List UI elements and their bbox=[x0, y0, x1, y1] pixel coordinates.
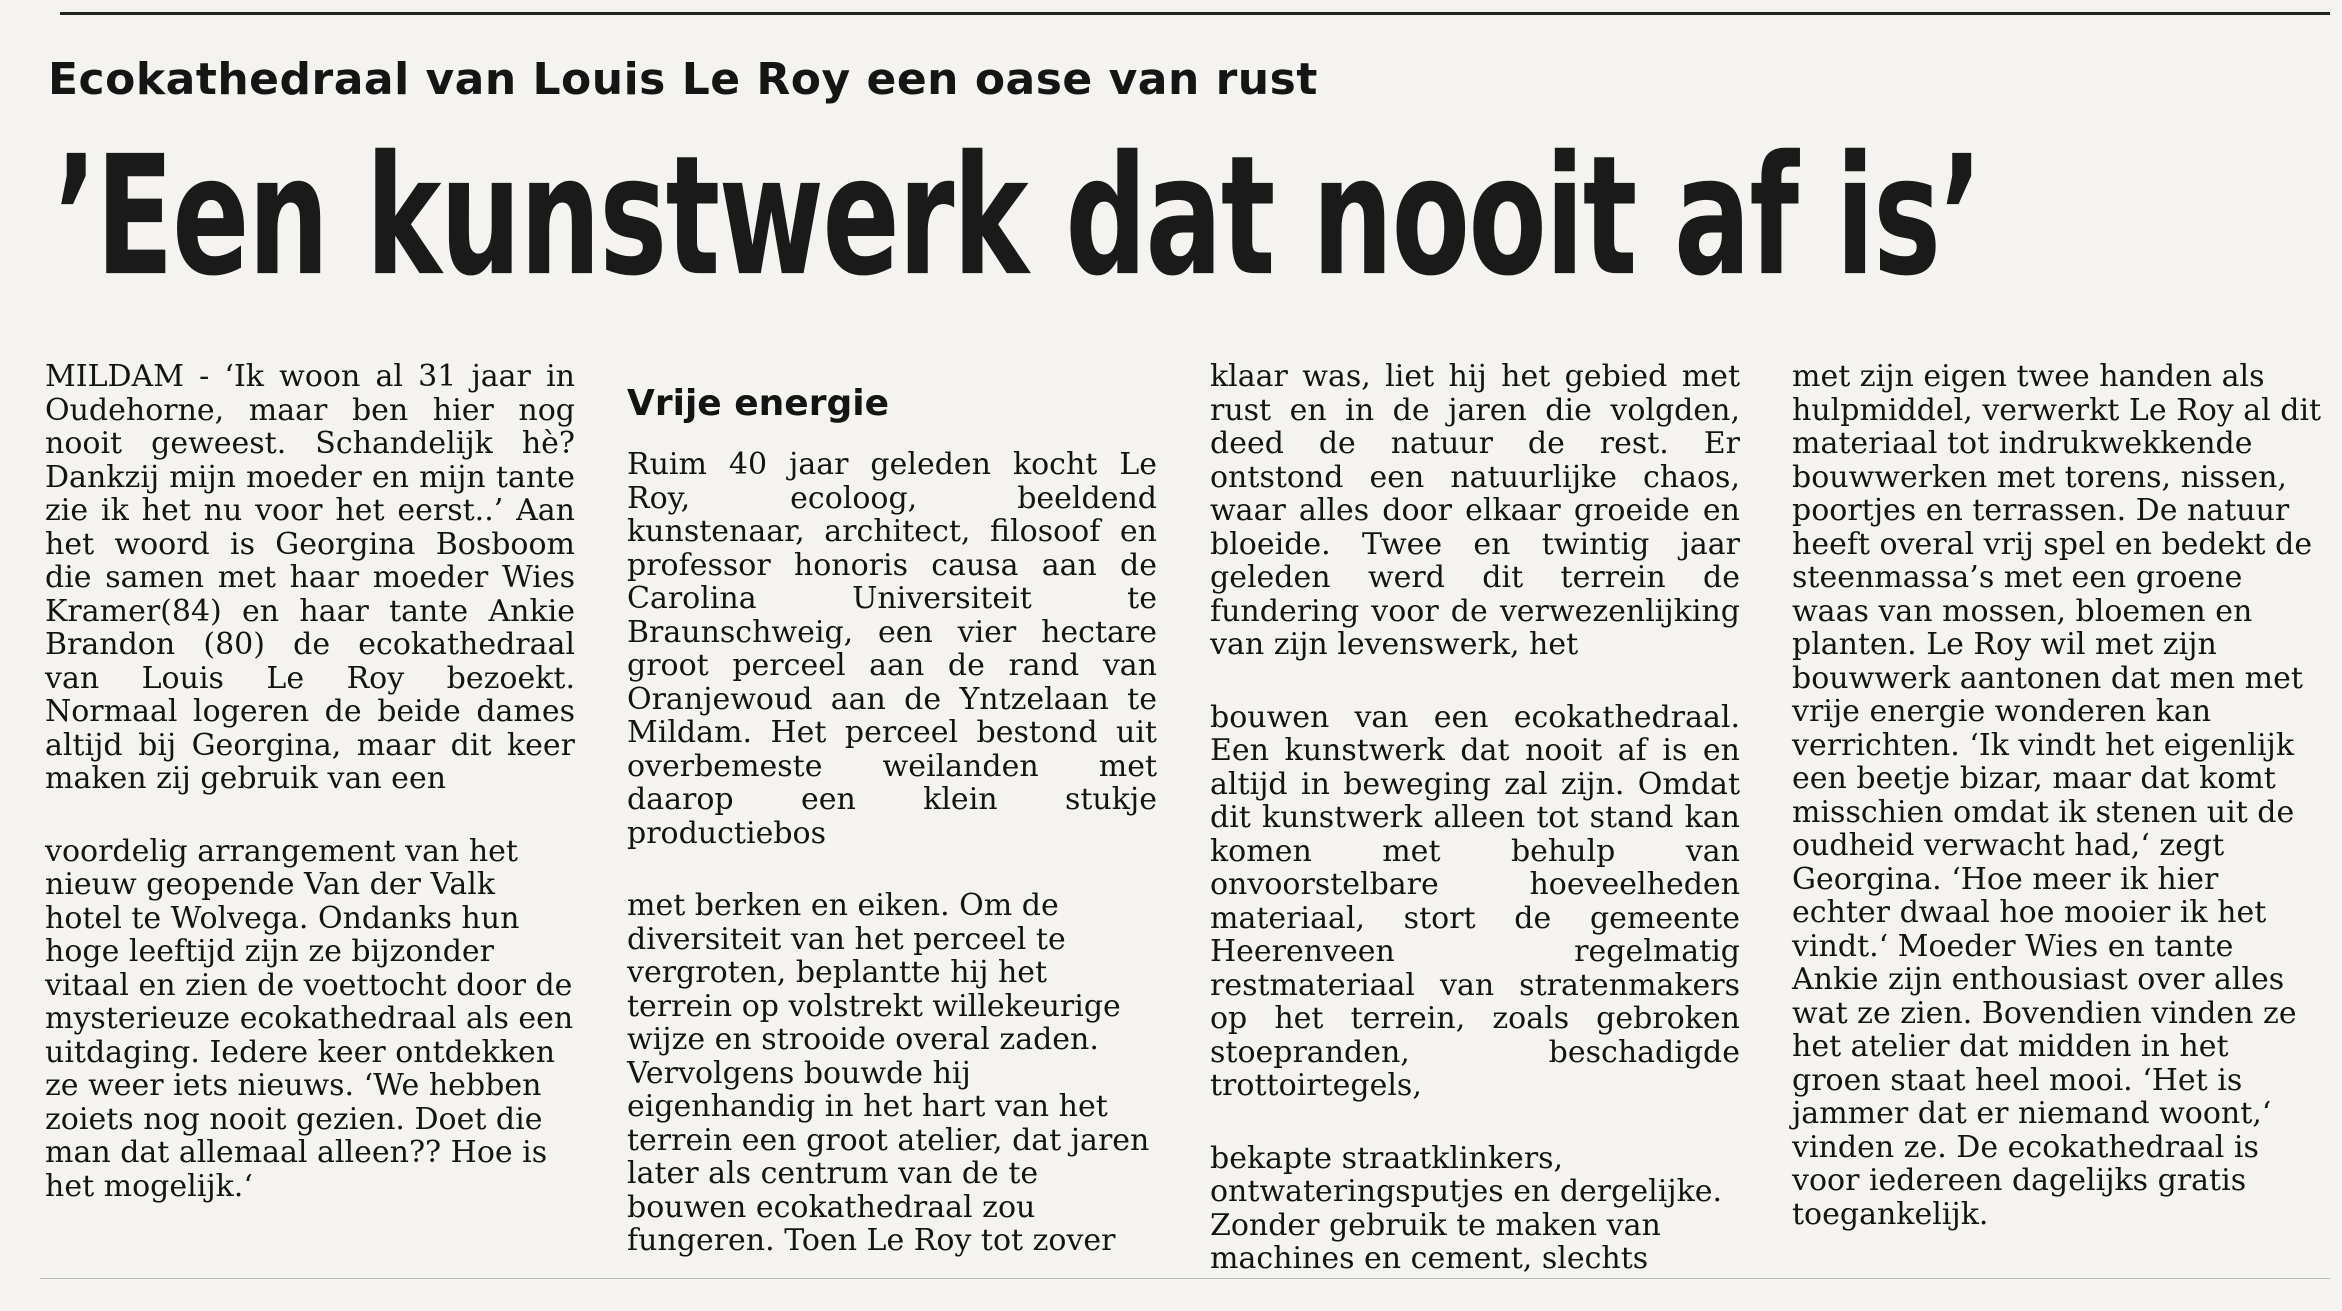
paragraph: MILDAM - ‘Ik woon al 31 jaar in Oudehorne, maar ben hier nog nooit geweest. Schandelijk hè? Dankzij mijn moeder en mijn tante zie ik het nu voor het eerst..’ Aan het woord is Georgina Bosboom die samen met haar moeder Wies Kramer(84) en haar tante Ankie Brandon (80) de ecokathedraal van Louis Le Roy bezoekt. Normaal logeren de beide dames altijd bij Georgina, maar dit keer maken zij gebruik van een bbox=[45, 359, 575, 796]
kicker-headline: Ecokathedraal van Louis Le Roy een oase van rust bbox=[48, 54, 1318, 105]
column-gap bbox=[1210, 1103, 1740, 1142]
paragraph: bouwen van een ecokathedraal. Een kunstwerk dat nooit af is en altijd in beweging zal zijn. Omdat dit kunstwerk alleen tot stand kan komen met behulp van onvoorstelbare hoeveelheden materiaal, stort de gemeente Heerenveen regelmatig restmateriaal van stratenmakers op het terrein, zoals gebroken stoepranden, beschadigde trottoirtegels, bbox=[1210, 699, 1740, 1103]
paragraph: met zijn eigen twee handen als hulpmiddel, verwerkt Le Roy al dit materiaal tot indrukwekkende bouwwerken met torens, nissen, poortjes en terrassen. De natuur heeft overal vrij spel en bedekt de steenmassa’s met een groene waas van mossen, bloemen en planten. Le Roy wil met zijn bouwwerk aantonen dat men met vrije energie wonderen kan verrichten. ‘Ik vindt het eigenlijk een beetje bizar, maar dat komt misschien omdat ik stenen uit de oudheid verwacht had,‘ zegt Georgina. ‘Hoe meer ik hier echter dwaal hoe mooier ik het vindt.‘ Moeder Wies en tante Ankie zijn enthousiast over alles wat ze zien. Bovendien vinden ze het atelier dat midden in het groen staat heel mooi. ‘Het is jammer dat er niemand woont,‘ vinden ze. De ecokathedraal is voor iedereen dagelijks gratis toegankelijk. bbox=[1792, 359, 2322, 1232]
article-column-3 bbox=[1210, 359, 1740, 1276]
article-column-1 bbox=[45, 360, 575, 1260]
column-gap bbox=[45, 796, 575, 835]
article-column-4 bbox=[1792, 360, 2322, 1260]
column-gap bbox=[1210, 662, 1740, 701]
main-headline: ’Een kunstwerk dat nooit af is’ bbox=[54, 121, 1982, 313]
paragraph: met berken en eiken. Om de diversiteit van het perceel te vergroten, beplantte hij het terrein op volstrekt willekeurige wijze en strooide overal zaden. Vervolgens bouwde hij eigenhandig in het hart van het terrein een groot atelier, dat jaren later als centrum van de te bouwen ecokathedraal zou fungeren. Toen Le Roy tot zover bbox=[627, 888, 1150, 1258]
paragraph: voordelig arrangement van het nieuw geopende Van der Valk hotel te Wolvega. Ondanks hun hoge leeftijd zijn ze bijzonder vitaal en zien de voettocht door de mysterieuze ecokathedraal als een uitdaging. Iedere keer ontdekken ze weer iets nieuws. ‘We hebben zoiets nog nooit gezien. Doet die man dat allemaal alleen?? Hoe is het mogelijk.‘ bbox=[45, 833, 574, 1204]
bottom-rule bbox=[40, 1278, 2330, 1279]
top-rule bbox=[60, 12, 2330, 15]
subheading: Vrije energie bbox=[627, 383, 889, 424]
paragraph: Ruim 40 jaar geleden kocht Le Roy, ecoloog, beeldend kunstenaar, architect, filosoof en professor honoris causa aan de Carolina Universiteit te Braunschweig, een vier hectare groot perceel aan de rand van Oranjewoud aan de Yntzelaan te Mildam. Het perceel bestond uit overbemeste weilanden met daarop een klein stukje productiebos bbox=[627, 447, 1157, 851]
article-column-2 bbox=[627, 360, 1157, 1260]
paragraph: klaar was, liet hij het gebied met rust en in de jaren die volgden, deed de natuur de rest. Er ontstond een natuurlijke chaos, waar alles door elkaar groeide en bloeide. Twee en twintig jaar geleden werd dit terrein de fundering voor de verwezenlijking van zijn levenswerk, het bbox=[1210, 359, 1740, 662]
paragraph: bekapte straatklinkers, ontwateringsputjes en dergelijke. Zonder gebruik te maken van machines en cement, slechts bbox=[1210, 1140, 1723, 1276]
column-gap bbox=[627, 850, 1157, 889]
